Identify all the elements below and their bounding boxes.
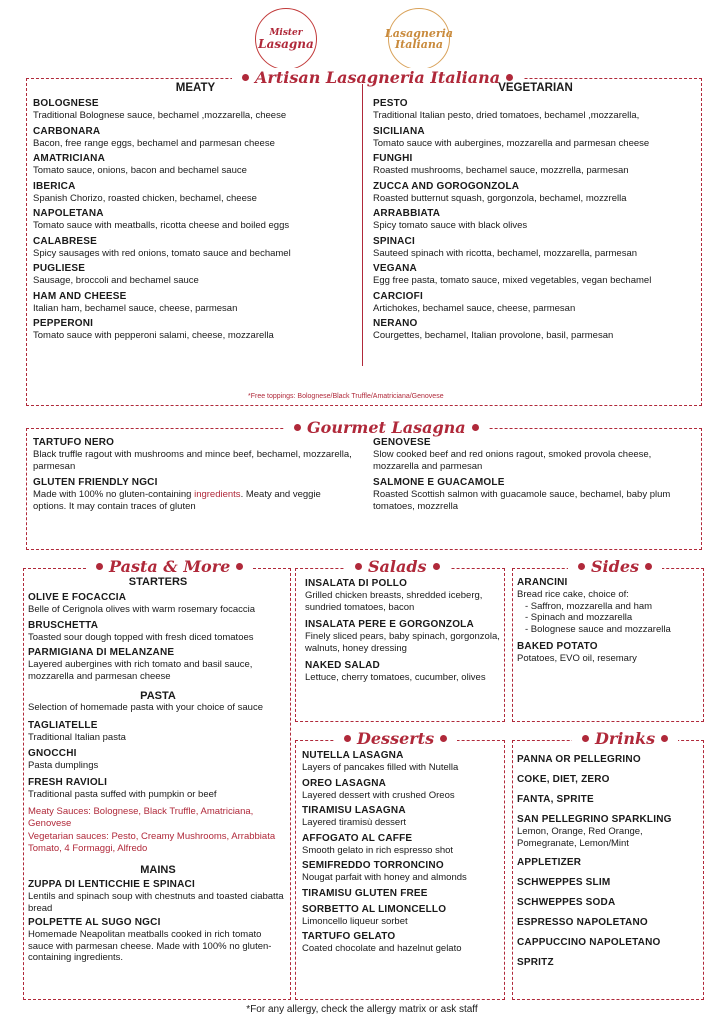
item-name: HAM AND CHEESE bbox=[33, 290, 127, 302]
bullet-icon bbox=[294, 424, 301, 431]
item-name: TARTUFO GELATO bbox=[302, 931, 396, 942]
item-name: TARTUFO NERO bbox=[33, 437, 115, 448]
menu-item bbox=[373, 208, 698, 232]
item-name: COKE, DIET, ZERO bbox=[517, 774, 610, 785]
menu-item bbox=[28, 879, 288, 914]
menu-item bbox=[373, 126, 698, 150]
desc-part: . Meaty and veggie options. It may contain traces of gluten bbox=[33, 489, 321, 512]
menu-item bbox=[302, 778, 502, 802]
logo1-line1: Mister bbox=[269, 27, 303, 38]
item-desc: Slow cooked beef and red onions ragout, smoked provola cheese, mozzarella and parmesan bbox=[373, 449, 652, 472]
option-item: - Saffron, mozzarella and ham bbox=[525, 600, 653, 612]
gourmet-left bbox=[33, 432, 355, 512]
item-name: SALMONE E GUACAMOLE bbox=[373, 477, 505, 488]
item-name: ZUPPA DI LENTICCHIE E SPINACI bbox=[28, 879, 195, 890]
item-desc: Layered dessert with crushed Oreos bbox=[302, 789, 455, 801]
menu-item bbox=[28, 592, 288, 616]
menu-item bbox=[373, 437, 695, 472]
menu-item bbox=[305, 619, 501, 654]
bullet-icon bbox=[344, 735, 351, 742]
drinks-title-text: Drinks bbox=[595, 729, 656, 748]
menu-item bbox=[33, 208, 358, 232]
menu-item bbox=[373, 318, 698, 342]
item-name: GENOVESE bbox=[373, 437, 431, 448]
item-desc: Nougat parfait with honey and almonds bbox=[302, 872, 467, 883]
meaty-column bbox=[33, 82, 358, 342]
bullet-icon bbox=[661, 735, 668, 742]
menu-item bbox=[373, 98, 698, 122]
item-desc: Roasted mushrooms, bechamel sauce, mozzrella, parmesan bbox=[373, 165, 629, 176]
item-name: VEGANA bbox=[373, 263, 417, 274]
menu-item bbox=[373, 477, 695, 512]
menu-item bbox=[373, 291, 698, 315]
item-desc: Sausage, broccoli and bechamel sauce bbox=[33, 275, 199, 286]
menu-item bbox=[517, 641, 701, 665]
item-name: NAPOLETANA bbox=[33, 208, 104, 219]
item-desc: Bread rice cake, choice of: bbox=[517, 589, 629, 600]
arancini-options bbox=[517, 601, 701, 636]
item-desc: Spicy tomato sauce with black olives bbox=[373, 220, 528, 231]
meaty-sauces: Meaty Sauces: Bolognese, Black Truffle, Amatriciana, Genovese bbox=[28, 806, 254, 829]
mister-lasagna-logo bbox=[255, 8, 317, 70]
item-name: SPRITZ bbox=[517, 957, 554, 968]
bullet-icon bbox=[355, 563, 362, 570]
item-name: OLIVE E FOCACCIA bbox=[28, 592, 127, 603]
bullet-icon bbox=[506, 74, 513, 81]
menu-item bbox=[33, 98, 358, 122]
vegetarian-column bbox=[373, 82, 698, 342]
item-name: NAKED SALAD bbox=[305, 660, 380, 671]
item-name: SPINACI bbox=[373, 235, 415, 247]
menu-item bbox=[517, 857, 701, 869]
option-item: - Spinach and mozzarella bbox=[525, 612, 633, 623]
item-desc bbox=[33, 489, 355, 512]
artisan-title-text: Artisan Lasagneria Italiana bbox=[255, 68, 501, 87]
bullet-icon bbox=[433, 563, 440, 570]
menu-item bbox=[302, 931, 502, 955]
item-name: PUGLIESE bbox=[33, 263, 86, 274]
item-name: PANNA OR PELLEGRINO bbox=[517, 754, 641, 765]
menu-item bbox=[302, 750, 502, 774]
item-desc: Tomato sauce with pepperoni salami, cheese, mozzarella bbox=[33, 330, 274, 341]
sides-content bbox=[517, 572, 701, 665]
bullet-icon bbox=[236, 563, 243, 570]
item-name: PARMIGIANA DI MELANZANE bbox=[28, 647, 175, 658]
item-desc: Sauteed spinach with ricotta, bechamel, mozzarella, parmesan bbox=[373, 247, 638, 259]
gourmet-title-text: Gourmet Lasagna bbox=[307, 418, 466, 437]
menu-item bbox=[373, 236, 698, 260]
item-name: SICILIANA bbox=[373, 125, 425, 137]
item-desc: Traditional Italian pesto, dried tomatoes, bechamel ,mozzarella, bbox=[373, 110, 640, 121]
item-desc: Homemade Neapolitan meatballs cooked in rich tomato sauce with parmesan cheese. Made with 100% no gluten-containing ingredients. bbox=[28, 929, 272, 963]
item-desc: Traditional Italian pasta bbox=[28, 731, 126, 743]
item-name: AFFOGATO AL CAFFE bbox=[302, 832, 413, 844]
item-name: SORBETTO AL LIMONCELLO bbox=[302, 903, 447, 915]
menu-item bbox=[517, 794, 701, 806]
item-name: BOLOGNESE bbox=[33, 98, 99, 109]
logo2-line1: Lasagneria bbox=[385, 27, 453, 40]
pasta-header: PASTA bbox=[140, 690, 176, 702]
item-name: IBERICA bbox=[33, 180, 76, 192]
item-desc: Spanish Chorizo, roasted chicken, bechamel, cheese bbox=[33, 192, 257, 204]
menu-item bbox=[305, 660, 501, 684]
desserts-content bbox=[302, 746, 502, 955]
item-desc: Italian ham, bechamel sauce, cheese, parmesan bbox=[33, 302, 238, 314]
menu-item bbox=[28, 620, 288, 644]
sides-title-text: Sides bbox=[591, 557, 640, 576]
item-name: BAKED POTATO bbox=[517, 641, 598, 652]
menu-item bbox=[373, 181, 698, 205]
salads-content bbox=[305, 572, 501, 684]
bullet-icon bbox=[472, 424, 479, 431]
item-name: NUTELLA LASAGNA bbox=[302, 750, 404, 761]
drinks-content bbox=[517, 746, 701, 969]
menu-item bbox=[28, 647, 288, 682]
lasagneria-italiana-logo bbox=[385, 8, 453, 70]
item-name: AMATRICIANA bbox=[33, 153, 106, 164]
menu-item bbox=[302, 833, 502, 857]
bullet-icon bbox=[645, 563, 652, 570]
artisan-divider bbox=[362, 84, 363, 366]
item-desc: Egg free pasta, tomato sauce, mixed vegetables, vegan bechamel bbox=[373, 275, 652, 286]
menu-item bbox=[33, 153, 358, 177]
item-desc: Toasted sour dough topped with fresh diced tomatoes bbox=[28, 631, 254, 643]
item-name: FUNGHI bbox=[373, 153, 413, 164]
menu-item bbox=[517, 577, 701, 635]
menu-item bbox=[305, 578, 501, 613]
item-name: NERANO bbox=[373, 318, 418, 329]
item-desc: Roasted Scottish salmon with guacamole sauce, bechamel, baby plum tomatoes, mozzrella bbox=[373, 489, 671, 512]
bullet-icon bbox=[582, 735, 589, 742]
item-desc: Layered aubergines with rich tomato and basil sauce, mozzarella and parmesan cheese bbox=[28, 659, 253, 682]
item-desc: Coated chocolate and hazelnut gelato bbox=[302, 943, 462, 954]
menu-item bbox=[302, 904, 502, 928]
item-desc: Tomato sauce with aubergines, mozzarella and parmesan cheese bbox=[373, 137, 650, 149]
item-desc: Tomato sauce with meatballs, ricotta cheese and boiled eggs bbox=[33, 220, 290, 231]
desc-part: Made with 100% no gluten-containing bbox=[33, 489, 195, 500]
item-desc: Lettuce, cherry tomatoes, cucumber, olives bbox=[305, 672, 486, 683]
item-name: BRUSCHETTA bbox=[28, 619, 99, 631]
menu-item bbox=[302, 860, 502, 884]
item-name: CARCIOFI bbox=[373, 290, 423, 302]
item-desc: Pasta dumplings bbox=[28, 760, 99, 771]
item-name: CAPPUCCINO NAPOLETANO bbox=[517, 937, 661, 948]
item-name: TAGLIATELLE bbox=[28, 719, 98, 731]
item-desc: Lentils and spinach soup with chestnuts and toasted ciabatta bread bbox=[28, 891, 284, 914]
item-name: ZUCCA AND GOROGONZOLA bbox=[373, 180, 520, 192]
item-name: ARANCINI bbox=[517, 577, 568, 588]
item-desc: Roasted butternut squash, gorgonzola, bechamel, mozzrella bbox=[373, 192, 627, 204]
menu-item bbox=[373, 263, 698, 287]
option-item: - Bolognese sauce and mozzarella bbox=[525, 623, 671, 635]
pasta-intro: Selection of homemade pasta with your choice of sauce bbox=[28, 702, 263, 713]
item-desc: Artichokes, bechamel sauce, cheese, parmesan bbox=[373, 302, 576, 314]
item-desc: Potatoes, EVO oil, resemary bbox=[517, 653, 637, 664]
free-toppings-note: *Free toppings: Bolognese/Black Truffle/Amatriciana/Genovese bbox=[248, 393, 444, 400]
menu-item bbox=[33, 477, 355, 512]
item-desc: Grilled chicken breasts, shredded iceberg, sundried tomatoes, bacon bbox=[305, 590, 483, 613]
item-name: PESTO bbox=[373, 98, 408, 109]
item-desc: Lemon, Orange, Red Orange, Pomegranate, Lemon/Mint bbox=[517, 826, 643, 849]
salads-title-text: Salads bbox=[368, 557, 427, 576]
menu-item bbox=[517, 754, 701, 766]
bullet-icon bbox=[242, 74, 249, 81]
item-desc: Layered tiramisù dessert bbox=[302, 817, 407, 828]
menu-item bbox=[517, 957, 701, 969]
item-name: CARBONARA bbox=[33, 125, 101, 137]
menu-item bbox=[33, 437, 355, 472]
menu-item bbox=[33, 126, 358, 150]
menu-item bbox=[302, 805, 502, 829]
item-name: SCHWEPPES SODA bbox=[517, 897, 616, 908]
item-desc: Limoncello liqueur sorbet bbox=[302, 915, 408, 927]
gourmet-right bbox=[373, 432, 695, 512]
menu-item bbox=[28, 748, 288, 772]
menu-item bbox=[33, 263, 358, 287]
item-desc: Tomato sauce, onions, bacon and bechamel sauce bbox=[33, 165, 247, 176]
item-name: GNOCCHI bbox=[28, 748, 77, 759]
item-desc: Spicy sausages with red onions, tomato sauce and bechamel bbox=[33, 247, 291, 259]
item-name: APPLETIZER bbox=[517, 857, 582, 868]
item-name: SEMIFREDDO TORRONCINO bbox=[302, 860, 444, 871]
menu-item bbox=[28, 917, 288, 964]
item-name: ESPRESSO NAPOLETANO bbox=[517, 917, 648, 928]
item-name: SCHWEPPES SLIM bbox=[517, 877, 611, 888]
menu-item bbox=[517, 814, 701, 849]
logo1-line2: Lasagna bbox=[258, 36, 314, 51]
item-desc: Smooth gelato in rich espresso shot bbox=[302, 844, 454, 856]
item-name: FANTA, SPRITE bbox=[517, 794, 594, 805]
item-desc: Courgettes, bechamel, Italian provolone, basil, parmesan bbox=[373, 330, 614, 341]
item-name: OREO LASAGNA bbox=[302, 777, 387, 789]
item-name: CALABRESE bbox=[33, 235, 98, 247]
desc-highlight: ingredients bbox=[194, 489, 241, 500]
bullet-icon bbox=[440, 735, 447, 742]
bullet-icon bbox=[96, 563, 103, 570]
bullet-icon bbox=[578, 563, 585, 570]
menu-item bbox=[517, 937, 701, 949]
pasta-more-content bbox=[28, 576, 288, 964]
menu-item bbox=[33, 236, 358, 260]
menu-item bbox=[517, 917, 701, 929]
item-desc: Traditional Bolognese sauce, bechamel ,mozzarella, cheese bbox=[33, 110, 287, 121]
item-desc: Traditional pasta suffed with pumpkin or beef bbox=[28, 788, 217, 800]
vegetarian-header: VEGETARIAN bbox=[498, 82, 573, 94]
item-name: INSALATA PERE E GORGONZOLA bbox=[305, 619, 474, 630]
item-name: GLUTEN FRIENDLY NGCI bbox=[33, 477, 158, 488]
item-name: ARRABBIATA bbox=[373, 208, 441, 219]
item-name: SAN PELLEGRINO SPARKLING bbox=[517, 814, 672, 825]
item-name: PEPPERONI bbox=[33, 318, 94, 329]
item-name: INSALATA DI POLLO bbox=[305, 578, 408, 589]
item-desc: Belle of Cerignola olives with warm rosemary focaccia bbox=[28, 604, 256, 615]
menu-item bbox=[33, 181, 358, 205]
menu-item bbox=[28, 777, 288, 801]
meaty-header: MEATY bbox=[175, 82, 216, 94]
pasta-more-title bbox=[86, 557, 253, 576]
menu-item bbox=[33, 291, 358, 315]
veg-sauces: Vegetarian sauces: Pesto, Creamy Mushrooms, Arrabbiata Tomato, 4 Formaggi, Alfredo bbox=[28, 831, 276, 854]
item-name: FRESH RAVIOLI bbox=[28, 776, 108, 788]
item-desc: Bacon, free range eggs, bechamel and parmesan cheese bbox=[33, 137, 275, 149]
menu-item bbox=[28, 720, 288, 744]
mains-header: MAINS bbox=[140, 864, 176, 876]
logo2-line2: Italiana bbox=[395, 38, 443, 51]
starters-header: STARTERS bbox=[128, 576, 188, 588]
desserts-title-text: Desserts bbox=[357, 729, 435, 748]
item-desc: Finely sliced pears, baby spinach, gorgonzola, walnuts, honey dressing bbox=[305, 631, 500, 654]
menu-item bbox=[517, 877, 701, 889]
menu-item bbox=[517, 774, 701, 786]
item-name: TIRAMISU GLUTEN FREE bbox=[302, 887, 428, 899]
item-name: POLPETTE AL SUGO NGCI bbox=[28, 917, 161, 928]
menu-item bbox=[302, 888, 502, 900]
item-desc: Layers of pancakes filled with Nutella bbox=[302, 762, 459, 773]
allergy-footer: *For any allergy, check the allergy matrix or ask staff bbox=[246, 1004, 478, 1015]
item-desc: Black truffle ragout with mushrooms and mince beef, bechamel, mozzarella, parmesan bbox=[33, 449, 352, 472]
menu-item bbox=[33, 318, 358, 342]
menu-item bbox=[517, 897, 701, 909]
menu-item bbox=[373, 153, 698, 177]
item-name: TIRAMISU LASAGNA bbox=[302, 805, 406, 816]
pasta-more-title-text: Pasta & More bbox=[109, 557, 231, 576]
